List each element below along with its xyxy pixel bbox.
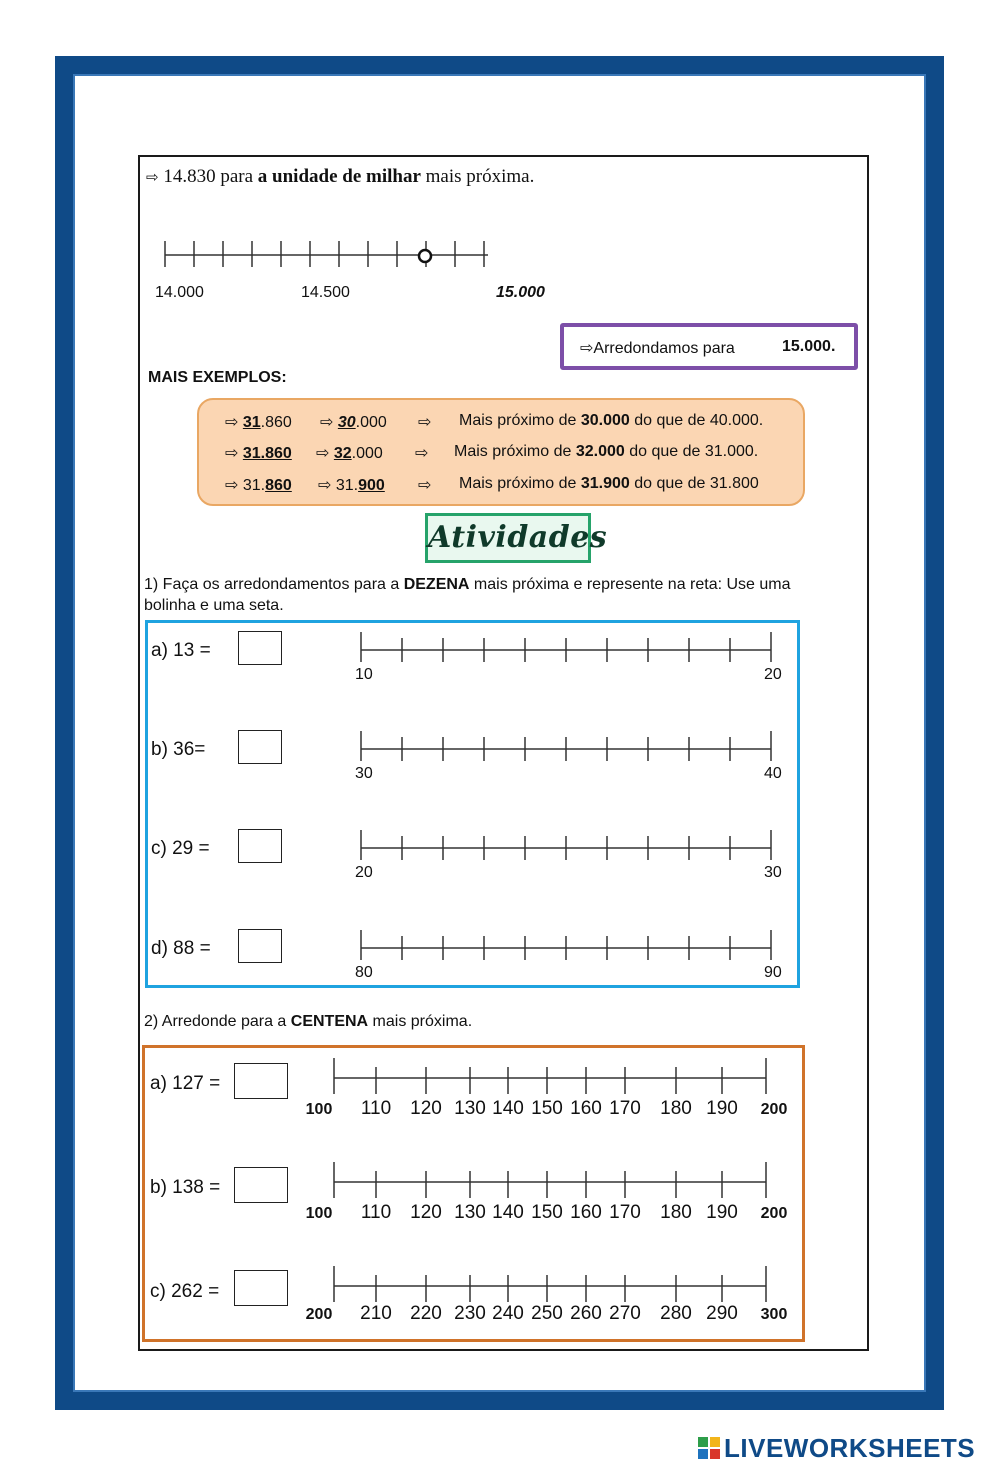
q1c-end: 30 — [764, 864, 782, 881]
tick-label: 250 — [531, 1303, 563, 1324]
question-2-text: 2) Arredonde para a CENTENA mais próxima. — [144, 1013, 473, 1030]
q1a-answer-input[interactable] — [238, 631, 282, 665]
q2b-label: b) 138 = — [150, 1177, 221, 1198]
example-rounded: ⇨ 31.900 — [318, 477, 385, 494]
top-label-mid: 14.500 — [301, 284, 350, 301]
q2a-label: a) 127 = — [150, 1073, 221, 1094]
q1c-start: 20 — [355, 864, 373, 881]
q1b-start: 30 — [355, 765, 373, 782]
example-row: ⇨ 31.860 — [225, 445, 292, 462]
tick-label: 160 — [570, 1202, 602, 1223]
q1d-start: 80 — [355, 964, 373, 981]
tick-label: 180 — [660, 1098, 692, 1119]
example-arrow: ⇨ — [418, 477, 432, 494]
q2a-number-line — [328, 1058, 773, 1098]
tick-label: 300 — [760, 1306, 788, 1323]
tick-label: 150 — [531, 1098, 563, 1119]
example-row: ⇨ 31.860 — [225, 477, 292, 494]
rounded-value: 15.000. — [782, 338, 836, 355]
intro-number: 14.830 — [163, 166, 216, 187]
tick-label: 100 — [305, 1101, 333, 1118]
q1a-end: 20 — [764, 666, 782, 683]
example-rounded: ⇨ 32.000 — [316, 445, 383, 462]
q1a-number-line — [355, 632, 780, 666]
q2c-number-line — [328, 1266, 773, 1306]
tick-label: 260 — [570, 1303, 602, 1324]
liveworksheets-logo-icon — [698, 1437, 720, 1459]
top-label-end: 15.000 — [496, 284, 545, 301]
tick-label: 150 — [531, 1202, 563, 1223]
question-1-text: 1) Faça os arredondamentos para a DEZENA mais próxima e represente na reta: Use uma bolinha e uma seta. — [144, 576, 791, 614]
intro-bold: a unidade de milhar — [257, 166, 421, 187]
tick-label: 160 — [570, 1098, 602, 1119]
top-label-start: 14.000 — [155, 284, 204, 301]
q2b-number-line — [328, 1162, 773, 1202]
example-arrow: ⇨ — [415, 445, 429, 462]
tick-label: 140 — [492, 1098, 524, 1119]
arrow-icon: ⇨ — [146, 170, 159, 186]
tick-label: 100 — [305, 1205, 333, 1222]
examples-box — [197, 398, 805, 506]
tick-label: 210 — [360, 1303, 392, 1324]
tick-label: 190 — [706, 1098, 738, 1119]
tick-label: 200 — [760, 1205, 788, 1222]
tick-label: 200 — [760, 1101, 788, 1118]
tick-label: 220 — [410, 1303, 442, 1324]
example-arrow: ⇨ — [418, 414, 432, 431]
tick-label: 230 — [454, 1303, 486, 1324]
rounded-text: ⇨Arredondamos para — [580, 340, 735, 357]
mais-exemplos-heading: MAIS EXEMPLOS: — [148, 369, 287, 386]
q1d-answer-input[interactable] — [238, 929, 282, 963]
example-explanation: Mais próximo de 30.000 do que de 40.000. — [459, 412, 764, 429]
intro-line — [146, 166, 534, 188]
q1a-label: a) 13 = — [151, 640, 211, 661]
q1b-end: 40 — [764, 765, 782, 782]
liveworksheets-brand: LIVEWORKSHEETS — [724, 1433, 976, 1463]
intro-para: para — [220, 166, 254, 187]
top-number-line — [160, 235, 500, 270]
tick-label: 170 — [609, 1098, 641, 1119]
q1d-number-line — [355, 930, 780, 964]
q1b-number-line — [355, 731, 780, 765]
tick-label: 180 — [660, 1202, 692, 1223]
atividades-title: Atividades — [425, 513, 591, 563]
tick-label: 110 — [360, 1098, 392, 1119]
q2a-answer-input[interactable] — [234, 1063, 288, 1099]
top-line-ticks — [165, 241, 484, 267]
tick-label: 240 — [492, 1303, 524, 1324]
tick-label: 110 — [360, 1202, 392, 1223]
q1c-number-line — [355, 830, 780, 864]
example-row: ⇨ 31.860 — [225, 414, 292, 431]
tick-label: 140 — [492, 1202, 524, 1223]
rounded-result-box — [560, 323, 858, 370]
example-explanation: Mais próximo de 32.000 do que de 31.000. — [454, 443, 759, 460]
intro-rest: mais próxima. — [425, 166, 535, 187]
tick-label: 120 — [410, 1202, 442, 1223]
q1c-answer-input[interactable] — [238, 829, 282, 863]
example-rounded: ⇨ 30.000 — [320, 414, 387, 431]
q1b-answer-input[interactable] — [238, 730, 282, 764]
q1a-start: 10 — [355, 666, 373, 683]
tick-label: 270 — [609, 1303, 641, 1324]
tick-label: 280 — [660, 1303, 692, 1324]
tick-label: 200 — [305, 1306, 333, 1323]
q2c-label: c) 262 = — [150, 1281, 220, 1302]
tick-label: 170 — [609, 1202, 641, 1223]
q1d-end: 90 — [764, 964, 782, 981]
tick-label: 130 — [454, 1202, 486, 1223]
marked-point — [419, 250, 431, 262]
q1b-label: b) 36= — [151, 739, 206, 760]
tick-label: 120 — [410, 1098, 442, 1119]
q2c-answer-input[interactable] — [234, 1270, 288, 1306]
tick-label: 130 — [454, 1098, 486, 1119]
q1c-label: c) 29 = — [151, 838, 210, 859]
q1d-label: d) 88 = — [151, 938, 211, 959]
tick-label: 190 — [706, 1202, 738, 1223]
q2b-answer-input[interactable] — [234, 1167, 288, 1203]
tick-label: 290 — [706, 1303, 738, 1324]
example-explanation: Mais próximo de 31.900 do que de 31.800 — [459, 475, 759, 492]
